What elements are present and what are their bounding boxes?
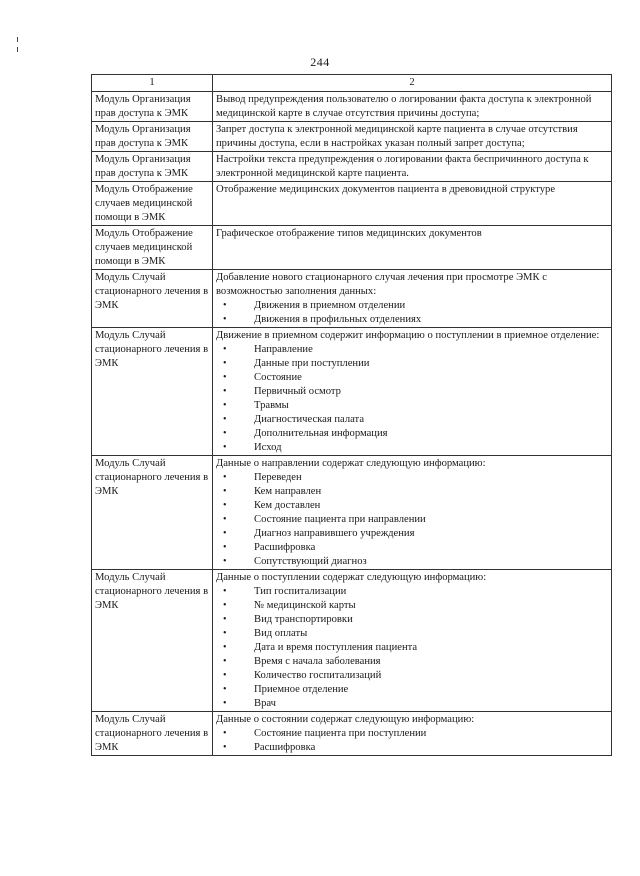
page-number: 244 xyxy=(310,55,330,69)
requirements-table xyxy=(91,74,612,756)
table-row xyxy=(92,456,612,570)
table-row xyxy=(92,182,612,226)
list-item: • Переведен xyxy=(216,471,608,485)
module-name-cell: Модуль Организация прав доступа к ЭМК xyxy=(92,152,213,182)
function-description-cell xyxy=(213,226,612,270)
function-description-cell xyxy=(213,712,612,756)
table-row xyxy=(92,712,612,756)
function-description: Данные о поступлении содержат следующую информацию: xyxy=(216,572,487,583)
list-item: • Время с начала заболевания xyxy=(216,655,608,669)
function-description: Движение в приемном содержит информацию о поступлении в приемное отделение: xyxy=(216,330,600,341)
list-item: • № медицинской карты xyxy=(216,599,608,613)
list-item: • Дата и время поступления пациента xyxy=(216,641,608,655)
function-description-cell xyxy=(213,456,612,570)
column-header-2: 2 xyxy=(213,75,612,92)
bullet-list xyxy=(216,299,608,327)
margin-mark xyxy=(17,47,18,52)
function-description: Данные о состоянии содержат следующую информацию: xyxy=(216,714,475,725)
function-description: Запрет доступа к электронной медицинской карте пациента в случае отсутствия причины доступа, если в настройках указан полный запрет доступа; xyxy=(216,124,578,149)
list-item: • Состояние пациента при поступлении xyxy=(216,727,608,741)
module-name-cell: Модуль Организация прав доступа к ЭМК xyxy=(92,122,213,152)
bullet-list xyxy=(216,343,608,455)
function-description: Добавление нового стационарного случая лечения при просмотре ЭМК с возможностью заполнения данных: xyxy=(216,272,547,297)
table-body xyxy=(92,92,612,756)
table-row xyxy=(92,92,612,122)
module-name-cell: Модуль Случай стационарного лечения в ЭМК xyxy=(92,328,213,456)
function-description: Графическое отображение типов медицинских документов xyxy=(216,228,482,239)
function-description: Данные о направлении содержат следующую информацию: xyxy=(216,458,486,469)
table-header xyxy=(92,75,612,92)
module-name-cell: Модуль Отображение случаев медицинской помощи в ЭМК xyxy=(92,226,213,270)
list-item: • Кем доставлен xyxy=(216,499,608,513)
list-item: • Тип госпитализации xyxy=(216,585,608,599)
table-row xyxy=(92,152,612,182)
function-description-cell xyxy=(213,152,612,182)
bullet-list xyxy=(216,585,608,711)
function-description-cell xyxy=(213,328,612,456)
list-item: • Врач xyxy=(216,697,608,711)
list-item: • Движения в профильных отделениях xyxy=(216,313,608,327)
list-item: • Сопутствующий диагноз xyxy=(216,555,608,569)
module-name-cell: Модуль Случай стационарного лечения в ЭМК xyxy=(92,570,213,712)
list-item: • Направление xyxy=(216,343,608,357)
list-item: • Количество госпитализаций xyxy=(216,669,608,683)
function-description: Отображение медицинских документов пациента в древовидной структуре xyxy=(216,184,556,195)
list-item: • Движения в приемном отделении xyxy=(216,299,608,313)
table-row xyxy=(92,270,612,328)
list-item: • Диагностическая палата xyxy=(216,413,608,427)
list-item: • Расшифровка xyxy=(216,541,608,555)
list-item: • Приемное отделение xyxy=(216,683,608,697)
list-item: • Кем направлен xyxy=(216,485,608,499)
list-item: • Диагноз направившего учреждения xyxy=(216,527,608,541)
function-description: Настройки текста предупреждения о логировании факта беспричинного доступа к электронной медицинской карте пациента. xyxy=(216,154,589,179)
list-item: • Исход xyxy=(216,441,608,455)
margin-mark xyxy=(17,37,18,42)
module-name-cell: Модуль Случай стационарного лечения в ЭМК xyxy=(92,712,213,756)
module-name-cell: Модуль Случай стационарного лечения в ЭМК xyxy=(92,270,213,328)
table-row xyxy=(92,570,612,712)
module-name-cell: Модуль Случай стационарного лечения в ЭМК xyxy=(92,456,213,570)
function-description-cell xyxy=(213,270,612,328)
list-item: • Состояние xyxy=(216,371,608,385)
list-item: • Травмы xyxy=(216,399,608,413)
list-item: • Первичный осмотр xyxy=(216,385,608,399)
function-description-cell xyxy=(213,122,612,152)
bullet-list xyxy=(216,471,608,569)
table-row xyxy=(92,226,612,270)
list-item: • Дополнительная информация xyxy=(216,427,608,441)
function-description-cell xyxy=(213,570,612,712)
list-item: • Вид оплаты xyxy=(216,627,608,641)
module-name-cell: Модуль Отображение случаев медицинской помощи в ЭМК xyxy=(92,182,213,226)
function-description-cell xyxy=(213,182,612,226)
list-item: • Вид транспортировки xyxy=(216,613,608,627)
list-item: • Состояние пациента при направлении xyxy=(216,513,608,527)
list-item: • Расшифровка xyxy=(216,741,608,755)
column-header-1: 1 xyxy=(92,75,213,92)
bullet-list xyxy=(216,727,608,755)
module-name-cell: Модуль Организация прав доступа к ЭМК xyxy=(92,92,213,122)
function-description: Вывод предупреждения пользователю о логировании факта доступа к электронной медицинской карте в случае отсутствия причины доступа; xyxy=(216,94,592,119)
list-item: • Данные при поступлении xyxy=(216,357,608,371)
table-row xyxy=(92,122,612,152)
table-row xyxy=(92,328,612,456)
function-description-cell xyxy=(213,92,612,122)
